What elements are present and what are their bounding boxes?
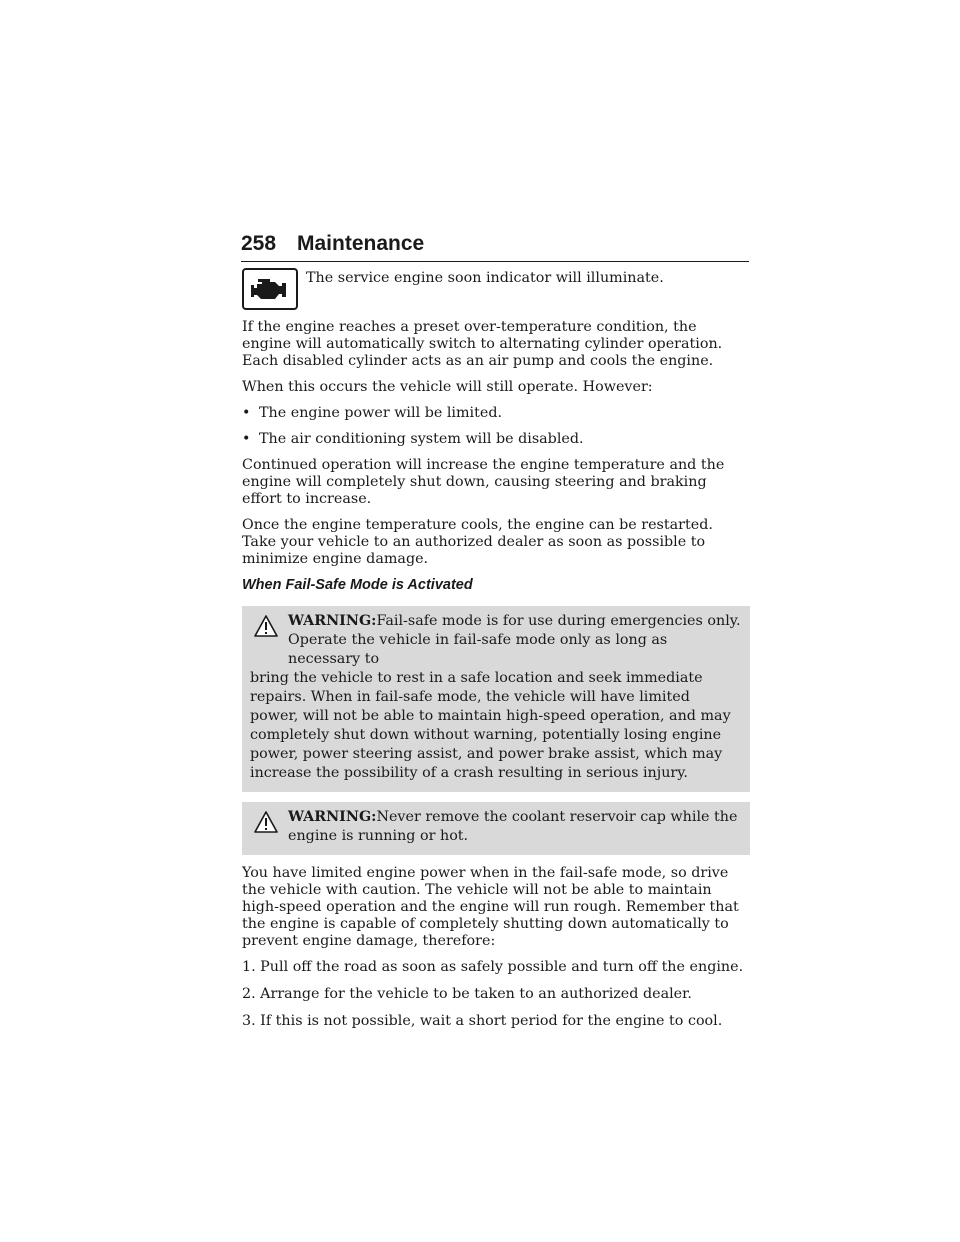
list-item: 1. Pull off the road as soon as safely possible and turn off the engine. <box>242 959 744 975</box>
subheading: When Fail-Safe Mode is Activated <box>242 577 473 593</box>
warning-triangle-icon <box>254 614 278 638</box>
indicator-row <box>242 268 750 312</box>
warning-text: Never remove the coolant reservoir cap while the <box>376 809 738 825</box>
check-engine-icon <box>242 268 298 310</box>
paragraph-restart: Once the engine temperature cools, the engine can be restarted. Take your vehicle to an authorized dealer as soon as possible to minimize engine damage. <box>242 517 713 567</box>
bullet-icon: • <box>242 431 251 447</box>
list-item <box>242 431 750 448</box>
warning-rest: bring the vehicle to rest in a safe location and seek immediate repairs. When in fail-safe mode, the vehicle will have limited power, will not be able to maintain high-speed operation, and may completely shut down without warning, potentially losing engine power, power steering assist, and power brake assist, which may increase the possibility of a crash resulting in serious injury. <box>250 670 731 781</box>
page-header <box>241 231 749 262</box>
list-item <box>242 405 750 422</box>
bullet-text: The engine power will be limited. <box>259 405 503 421</box>
section-title: Maintenance <box>297 232 425 255</box>
warning-box <box>242 802 750 855</box>
warning-second-line: engine is running or hot. <box>288 828 469 844</box>
warning-first-line <box>288 808 742 827</box>
paragraph-still-operate: When this occurs the vehicle will still operate. However: <box>242 379 653 395</box>
list-item: 3. If this is not possible, wait a short period for the engine to cool. <box>242 1013 723 1029</box>
numbered-steps <box>242 959 750 1030</box>
warning-second-line: Operate the vehicle in fail-safe mode only as long as necessary to <box>288 632 668 667</box>
indicator-text: The service engine soon indicator will illuminate. <box>306 270 664 286</box>
paragraph-continued-operation: Continued operation will increase the engine temperature and the engine will completely shut down, causing steering and braking effort to increase. <box>242 457 725 507</box>
paragraph-limited-power: You have limited engine power when in the fail-safe mode, so drive the vehicle with caution. The vehicle will not be able to maintain high-speed operation and the engine will run rough. Remember that the engine is capable of completely shutting down automatically to prevent engine damage, therefore: <box>242 865 739 949</box>
paragraph-overtemp: If the engine reaches a preset over-temperature condition, the engine will automatically switch to alternating cylinder operation. Each disabled cylinder acts as an air pump and cools the engine. <box>242 319 723 369</box>
warning-triangle-icon <box>254 810 278 834</box>
bullet-text: The air conditioning system will be disabled. <box>259 431 584 447</box>
warning-box <box>242 606 750 792</box>
page-number: 258 <box>241 232 277 255</box>
page-content <box>242 268 750 1040</box>
warning-text: Fail-safe mode is for use during emergencies only. <box>376 613 741 629</box>
warning-label: WARNING: <box>288 613 377 629</box>
warning-label: WARNING: <box>288 809 377 825</box>
warning-first-line <box>288 612 742 631</box>
list-item: 2. Arrange for the vehicle to be taken to an authorized dealer. <box>242 986 692 1002</box>
bullet-icon: • <box>242 405 251 421</box>
